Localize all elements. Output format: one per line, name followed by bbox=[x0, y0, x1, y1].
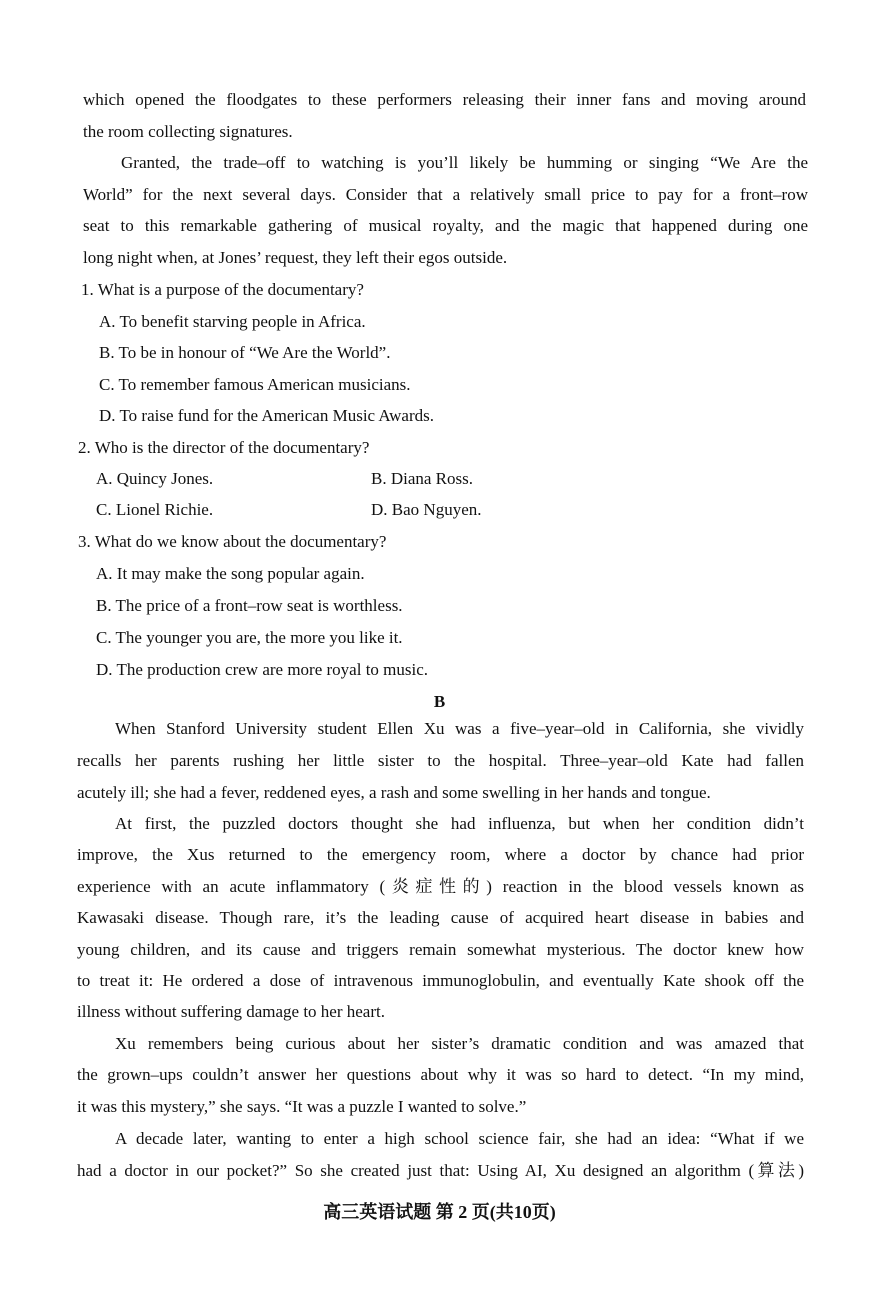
text-line: recalls her parents rushing her little sister to the hospital. Three–year–old Kate had fallen bbox=[77, 751, 804, 770]
option-c[interactable]: C. The younger you are, the more you like it. bbox=[96, 628, 403, 647]
page-footer: 高三英语试题 第 2 页(共10页) bbox=[323, 1202, 556, 1222]
text-line: At first, the puzzled doctors thought she had influenza, but when her condition didn’t bbox=[115, 814, 804, 833]
text-line: acutely ill; she had a fever, reddened eyes, a rash and some swelling in her hands and tongue. bbox=[77, 783, 711, 802]
text-line: World” for the next several days. Consider that a relatively small price to pay for a front–row bbox=[83, 185, 808, 204]
text-line: Granted, the trade–off to watching is you’ll likely be humming or singing “We Are the bbox=[121, 153, 808, 172]
text-line: When Stanford University student Ellen Xu was a five–year–old in California, she vividly bbox=[115, 719, 804, 738]
option-c[interactable]: C. Lionel Richie. bbox=[96, 500, 214, 519]
option-a[interactable]: A. To benefit starving people in Africa. bbox=[99, 312, 366, 331]
question-stem: 2. Who is the director of the documentary? bbox=[78, 438, 370, 457]
text-line: which opened the floodgates to these performers releasing their inner fans and moving around bbox=[83, 90, 806, 109]
passage-b-title: B bbox=[433, 692, 446, 711]
text-line: seat to this remarkable gathering of musical royalty, and the magic that happened during one bbox=[83, 216, 808, 235]
text-line: it was this mystery,” she says. “It was a puzzle I wanted to solve.” bbox=[77, 1097, 527, 1116]
option-a[interactable]: A. Quincy Jones. bbox=[96, 469, 214, 488]
option-d[interactable]: D. Bao Nguyen. bbox=[371, 500, 482, 519]
text-line: Xu remembers being curious about her sister’s dramatic condition and was amazed that bbox=[115, 1034, 804, 1053]
text-line: A decade later, wanting to enter a high school science fair, she had an idea: “What if we bbox=[115, 1129, 804, 1148]
option-d[interactable]: D. The production crew are more royal to music. bbox=[96, 660, 429, 679]
text-line: improve, the Xus returned to the emergency room, where a doctor by chance had prior bbox=[77, 845, 804, 864]
text-line: illness without suffering damage to her heart. bbox=[77, 1002, 385, 1021]
text-line: the room collecting signatures. bbox=[83, 122, 293, 141]
question-stem: 3. What do we know about the documentary? bbox=[78, 532, 387, 551]
text-line: young children, and its cause and triggers remain somewhat mysterious. The doctor knew how bbox=[77, 940, 804, 959]
text-line: had a doctor in our pocket?” So she created just that: Using AI, Xu designed an algorithm (算法) bbox=[77, 1161, 804, 1180]
question-stem: 1. What is a purpose of the documentary? bbox=[81, 280, 364, 299]
option-d[interactable]: D. To raise fund for the American Music Awards. bbox=[99, 406, 434, 425]
option-a[interactable]: A. It may make the song popular again. bbox=[96, 564, 365, 583]
option-c[interactable]: C. To remember famous American musicians. bbox=[99, 375, 411, 394]
text-line: experience with an acute inflammatory (炎症性的) reaction in the blood vessels known as bbox=[77, 877, 804, 896]
text-line: to treat it: He ordered a dose of intravenous immunoglobulin, and eventually Kate shook off the bbox=[77, 971, 804, 990]
option-b[interactable]: B. Diana Ross. bbox=[371, 469, 473, 488]
text-line: long night when, at Jones’ request, they left their egos outside. bbox=[83, 248, 508, 267]
text-line: Kawasaki disease. Though rare, it’s the leading cause of acquired heart disease in babies and bbox=[77, 908, 804, 927]
option-b[interactable]: B. The price of a front–row seat is worthless. bbox=[96, 596, 403, 615]
text-line: the grown–ups couldn’t answer her questions about why it was so hard to detect. “In my mind, bbox=[77, 1065, 804, 1084]
option-b[interactable]: B. To be in honour of “We Are the World”. bbox=[99, 343, 391, 362]
